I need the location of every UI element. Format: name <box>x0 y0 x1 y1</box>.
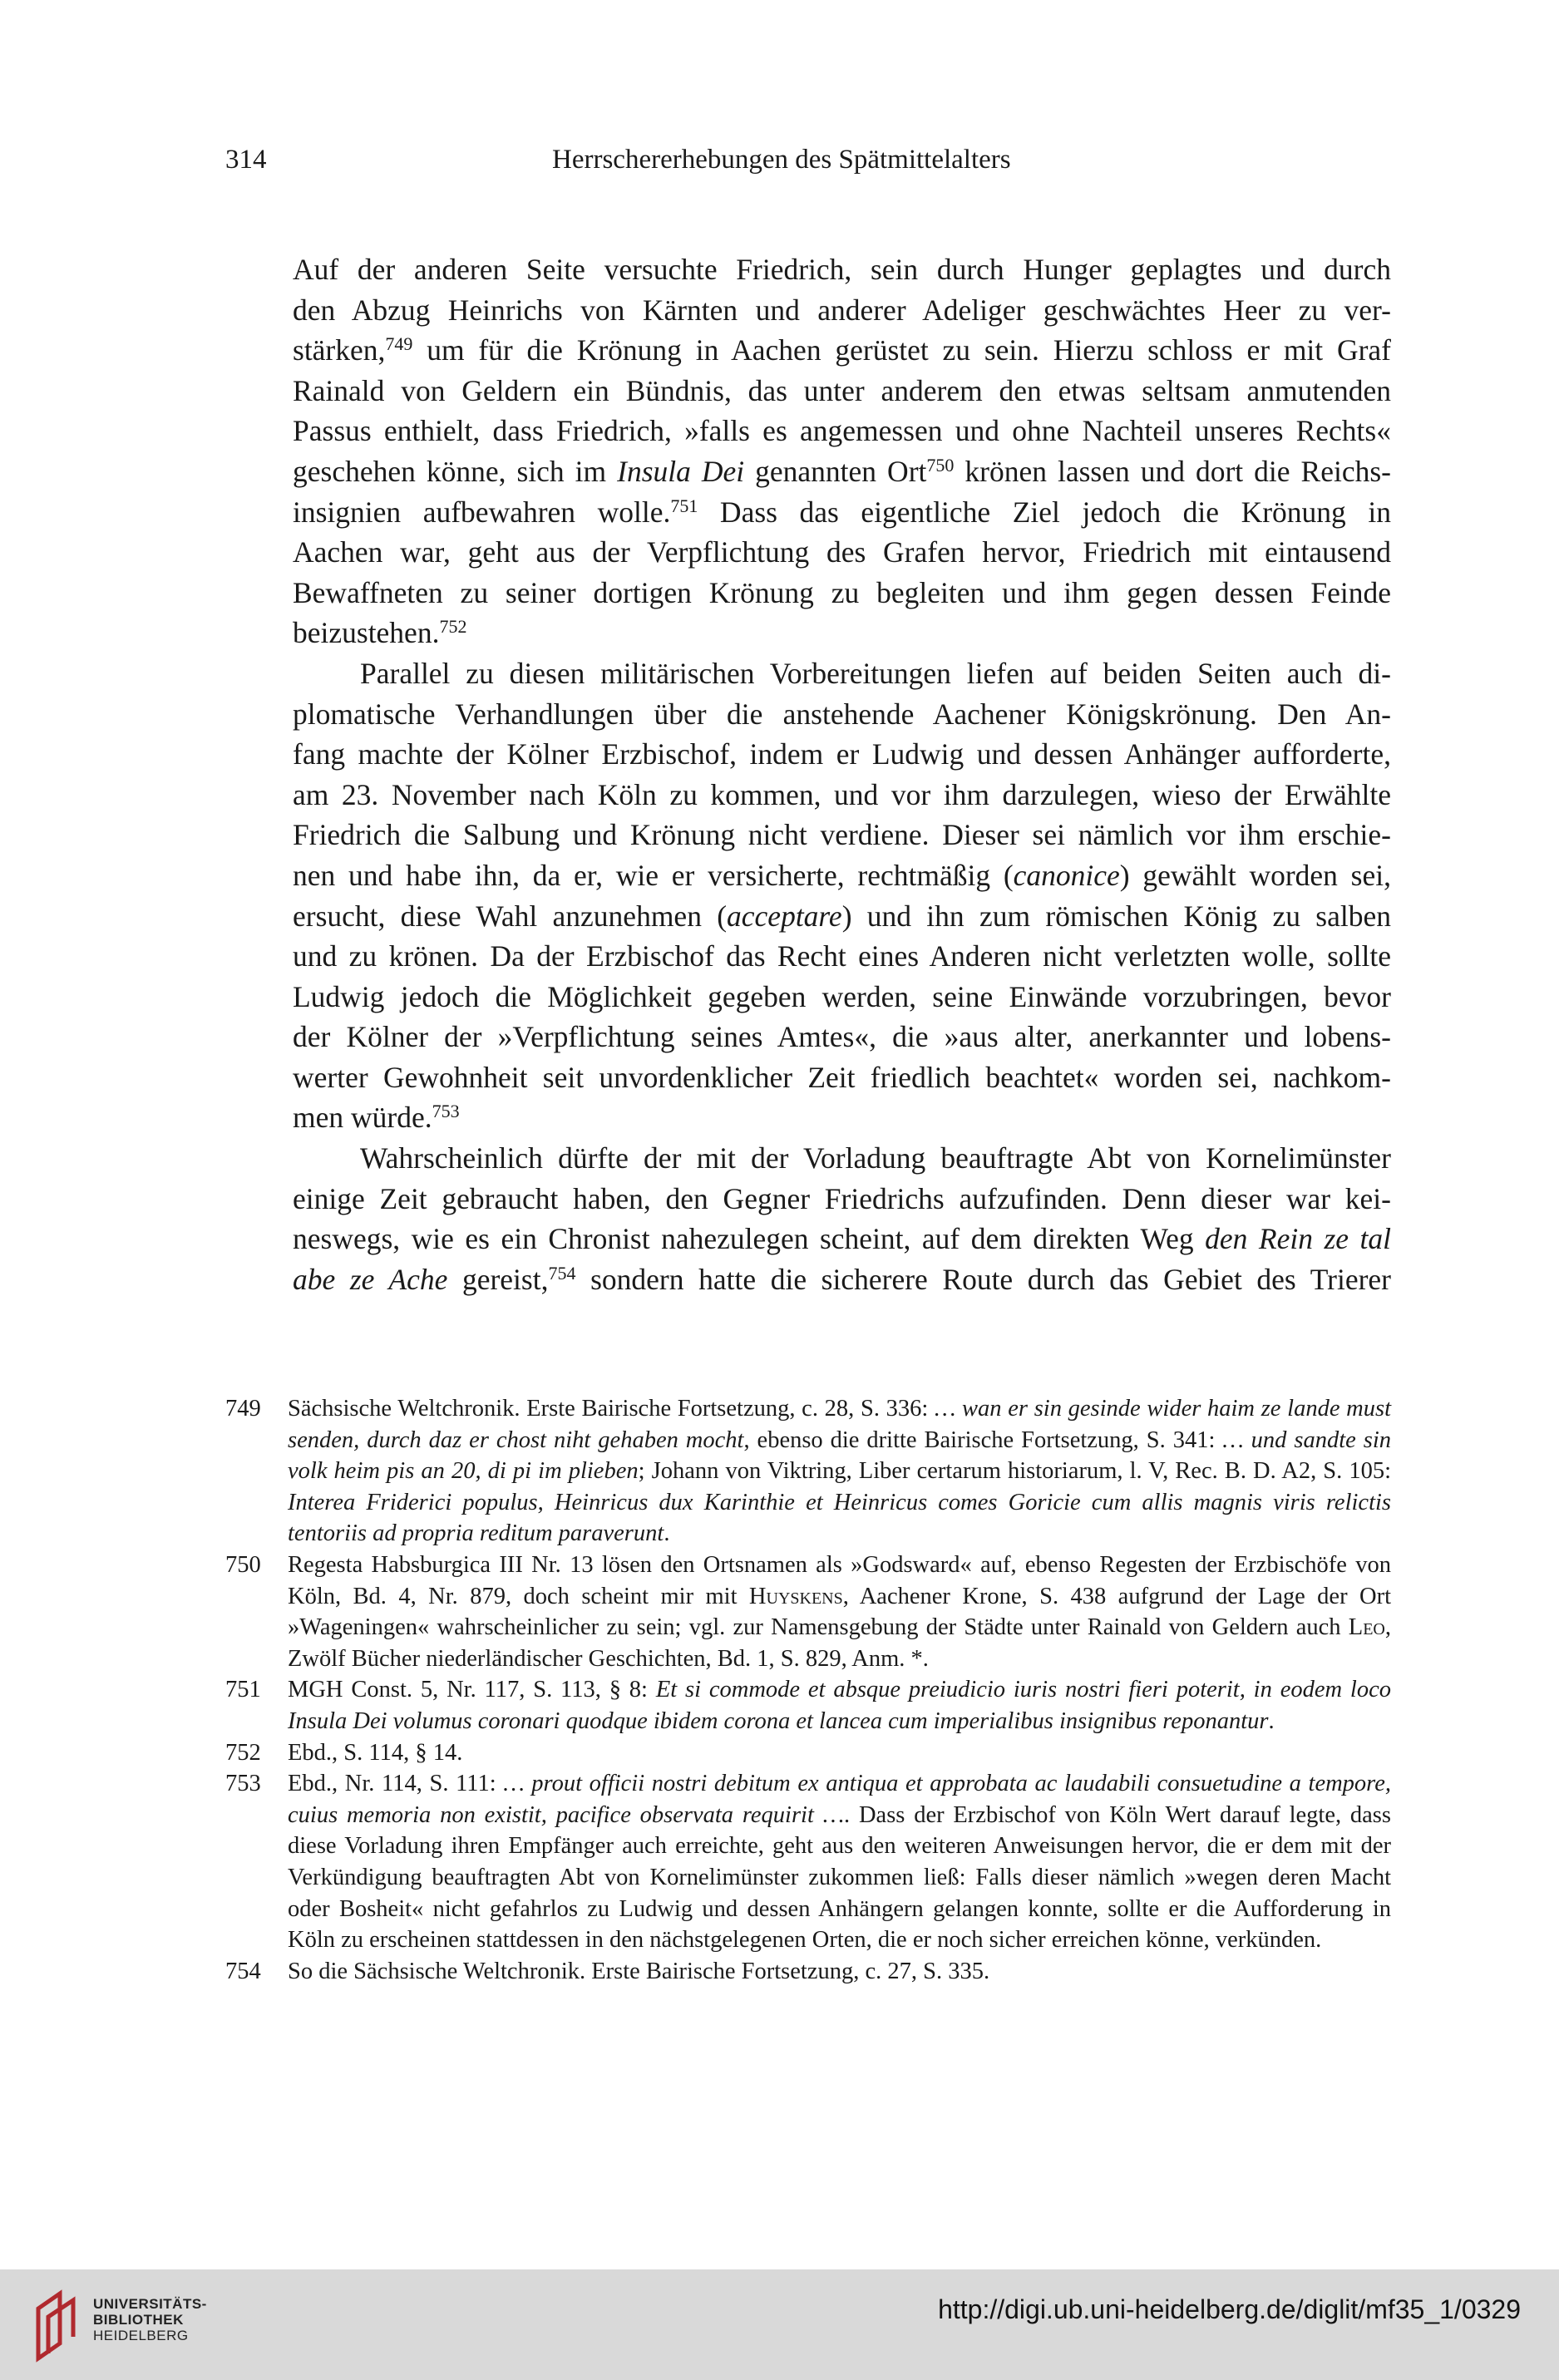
text-line <box>225 896 1391 937</box>
text-line <box>225 613 1391 653</box>
footnote-number: 749 <box>225 1396 261 1422</box>
footnote-text: Ebd., S. 114, § 14. <box>288 1739 463 1766</box>
text-line: Parallel zu diesen militärischen Vorbereitungen liefen auf beiden Seiten auch di- <box>360 656 1391 690</box>
footnote-number: 751 <box>225 1677 261 1703</box>
text-line: der Kölner der »Verpflichtung seines Amtes«, die »aus alter, anerkannter und lobens- <box>293 1020 1391 1054</box>
footnote-ref[interactable]: 753 <box>432 1101 460 1122</box>
text-line: plomatische Verhandlungen über die anstehende Aachener Königskrönung. Den An- <box>293 697 1391 731</box>
footnote-quote: Interea Friderici populus, Heinricus dux Karinthie et Heinricus comes Goricie cum allis magnis viris relictis tentoriis ad propria reditum paraverunt <box>288 1489 1391 1547</box>
text-line: Aachen war, geht aus der Verpflichtung des Grafen hervor, Friedrich mit eintausend <box>293 535 1391 569</box>
italic-term: abe ze Ache <box>293 1262 448 1296</box>
footnote-text: . Dass der Erzbischof von Köln Wert darauf legte, dass diese Vorladung ihren Empfänger auch erreichte, geht aus den weiteren Anweisungen hervor, die er dem mit der Verkündigung beauftragten Abt von Kornelimünster zukommen ließ: Falls dieser nämlich »wegen deren Macht oder Bosheit« nicht gefahrlos zu Ludwig und dessen Anhängern gelangen konnte, sollte er die Aufforderung in Köln zu erscheinen stattdessen in den nächstgelegenen Orten, die er noch sicher erreichen könne, verkünden. <box>288 1801 1391 1954</box>
footnote-text: . <box>1268 1707 1275 1734</box>
footnote-text: . <box>664 1520 670 1547</box>
footnote-ref[interactable]: 751 <box>670 495 698 516</box>
footnote <box>225 1674 1391 1737</box>
text-run: sondern hatte die sicherere Route durch das Gebiet des Trierer <box>575 1262 1391 1296</box>
text-run: neswegs, wie es ein Chronist nahezulegen scheint, auf dem direkten Weg <box>293 1222 1206 1256</box>
text-line: werter Gewohnheit seit unvordenklicher Zeit friedlich beachtet« worden sei, nachkom- <box>293 1060 1391 1094</box>
author-name: Leo <box>1348 1614 1385 1641</box>
text-line: Passus enthielt, dass Friedrich, »falls es angemessen und ohne Nachteil unseres Rechts« <box>293 414 1391 448</box>
text-line: fang machte der Kölner Erzbischof, indem er Ludwig und dessen Anhänger aufforderte, <box>293 737 1391 771</box>
footnote <box>225 1393 1391 1550</box>
text-line <box>225 1259 1391 1300</box>
footnotes <box>225 1393 1391 1987</box>
footnote-ref[interactable]: 749 <box>385 333 413 355</box>
text-line: Rainald von Geldern ein Bündnis, das unter anderem den etwas seltsam anmutenden <box>293 373 1391 407</box>
footnote-text: MGH Const. 5, Nr. 117, S. 113, § 8: <box>288 1677 656 1703</box>
text-run: ) und ihn zum römischen König zu salben <box>841 899 1391 933</box>
text-line: einige Zeit gebraucht haben, den Gegner Friedrichs aufzufinden. Denn dieser war kei- <box>293 1181 1391 1215</box>
footnote-quote: … prout officii nostri debitum ex antiqua et approbata ac laudabili consuetudine a tempore, cuius memoria non existit, pacifice observata requirit … <box>288 1771 1391 1828</box>
text-run: nen und habe ihn, da er, wie er versicherte, rechtmäßig ( <box>293 858 1014 892</box>
text-run: ) gewählt worden sei, <box>1119 858 1391 892</box>
footnote-ref[interactable]: 754 <box>548 1262 576 1284</box>
text-line: Friedrich die Salbung und Krönung nicht verdiene. Dieser sei nämlich vor ihm erschie- <box>293 818 1391 852</box>
paragraph <box>225 249 1391 653</box>
logo-line: BIBLIOTHEK <box>93 2312 184 2328</box>
text-run: genannten Ort <box>744 454 927 488</box>
italic-term: acceptare <box>727 899 842 933</box>
footnote-number: 754 <box>225 1958 261 1984</box>
footnote-text: Regesta Habsburgica III Nr. 13 lösen den Ortsnamen als »Godsward« auf, ebenso Regesten der Erzbischöfe von Köln, Bd. 4, Nr. 879, doch scheint mir mit <box>288 1551 1391 1609</box>
footnote-text: , Zwölf Bücher niederländischer Geschichten, Bd. 1, S. 829, Anm. *. <box>288 1614 1391 1672</box>
footnote <box>225 1737 1391 1769</box>
footnote-text: , Aachener Krone, S. 438 aufgrund der Lage der Ort »Wageningen« wahrscheinlicher zu sein; vgl. zur Namensgebung der Städte unter Rainald von Geldern auch <box>288 1583 1391 1641</box>
footnote-quote: … wan er sin gesinde wider haim ze lande must senden, durch daz er chost niht gehaben mocht <box>288 1396 1392 1453</box>
text-line <box>225 492 1391 533</box>
footnote-ref[interactable]: 752 <box>439 616 467 638</box>
footnote-quote: Et si commode et absque preiudicio iuris nostri fieri poterit, in eodem loco Insula Dei volumus coronari quodque ibidem corona et lancea cum imperialibus insignibus reponantur <box>288 1677 1391 1734</box>
italic-term: Insula Dei <box>617 454 745 488</box>
italic-term: canonice <box>1013 858 1120 892</box>
footnote <box>225 1768 1391 1956</box>
author-name: Huyskens <box>748 1583 843 1609</box>
text-run: gereist, <box>447 1262 549 1296</box>
footnote <box>225 1550 1391 1674</box>
text-line: am 23. November nach Köln zu kommen, und vor ihm darzulegen, wieso der Erwählte <box>293 777 1391 811</box>
library-logo-text <box>93 2296 207 2343</box>
footnote-text: So die Sächsische Weltchronik. Erste Bairische Fortsetzung, c. 27, S. 335. <box>288 1958 990 1984</box>
text-line <box>225 1097 1391 1138</box>
footnote-text: , ebenso die dritte Bairische Fortsetzung, S. 341: <box>743 1427 1223 1453</box>
text-line: Wahrscheinlich dürfte der mit der Vorladung beauftragte Abt von Kornelimünster <box>360 1141 1391 1175</box>
footnote-text: Sächsische Weltchronik. Erste Bairische Fortsetzung, c. 28, S. 336: <box>288 1396 935 1422</box>
footnote-quote: … und sandte sin volk heim pis an 20, di pi im plieben <box>288 1427 1391 1485</box>
text-run: stärken, <box>293 333 386 367</box>
text-line <box>225 1219 1391 1259</box>
text-run: geschehen könne, sich im <box>293 454 618 488</box>
running-title: Herrschererhebungen des Spätmittelalters <box>552 145 1011 175</box>
italic-term: den Rein ze tal <box>1205 1222 1392 1256</box>
text-line <box>225 330 1391 371</box>
text-run: men würde. <box>293 1101 432 1135</box>
text-line <box>225 855 1391 896</box>
footnote-ref[interactable]: 750 <box>926 454 955 476</box>
paragraph <box>225 653 1391 1138</box>
text-line: Auf der anderen Seite versuchte Friedrich, sein durch Hunger geplagtes und durch <box>293 253 1391 286</box>
text-line <box>225 451 1391 492</box>
footnote-number: 752 <box>225 1739 261 1766</box>
text-line: Bewaffneten zu seiner dortigen Krönung zu begleiten und ihm gegen dessen Feinde <box>293 575 1391 609</box>
text-run: krönen lassen und dort die Reichs- <box>954 454 1391 488</box>
text-run: beizustehen. <box>293 616 440 650</box>
library-logo-icon <box>32 2284 81 2363</box>
footnote-number: 753 <box>225 1771 261 1797</box>
text-run: ersucht, diese Wahl anzunehmen ( <box>293 899 728 933</box>
footnote-text: Ebd., Nr. 114, S. 111: <box>288 1771 504 1797</box>
main-text <box>225 249 1391 1299</box>
text-line: Ludwig jedoch die Möglichkeit gegeben werden, seine Einwände vorzubringen, bevor <box>293 979 1391 1013</box>
text-line: den Abzug Heinrichs von Kärnten und anderer Adeliger geschwächtes Heer zu ver- <box>293 293 1391 327</box>
source-url[interactable]: http://digi.ub.uni-heidelberg.de/diglit/mf35_1/0329 <box>938 2294 1521 2324</box>
footnote-number: 750 <box>225 1551 261 1578</box>
text-line: und zu krönen. Da der Erzbischof das Recht eines Anderen nicht verletzten wolle, sollte <box>293 939 1391 973</box>
paragraph <box>225 1138 1391 1299</box>
text-run: Dass das eigentliche Ziel jedoch die Krönung in <box>698 495 1391 529</box>
logo-line: HEIDELBERG <box>93 2328 189 2343</box>
page-number: 314 <box>225 145 267 175</box>
text-run: insignien aufbewahren wolle. <box>293 495 671 529</box>
footnote <box>225 1956 1391 1988</box>
text-run: um für die Krönung in Aachen gerüstet zu sein. Hierzu schloss er mit Graf <box>412 333 1391 367</box>
footnote-text: ; Johann von Viktring, Liber certarum historiarum, l. V, Rec. B. D. A2, S. 105: <box>638 1458 1391 1485</box>
logo-line: UNIVERSITÄTS- <box>93 2296 207 2312</box>
